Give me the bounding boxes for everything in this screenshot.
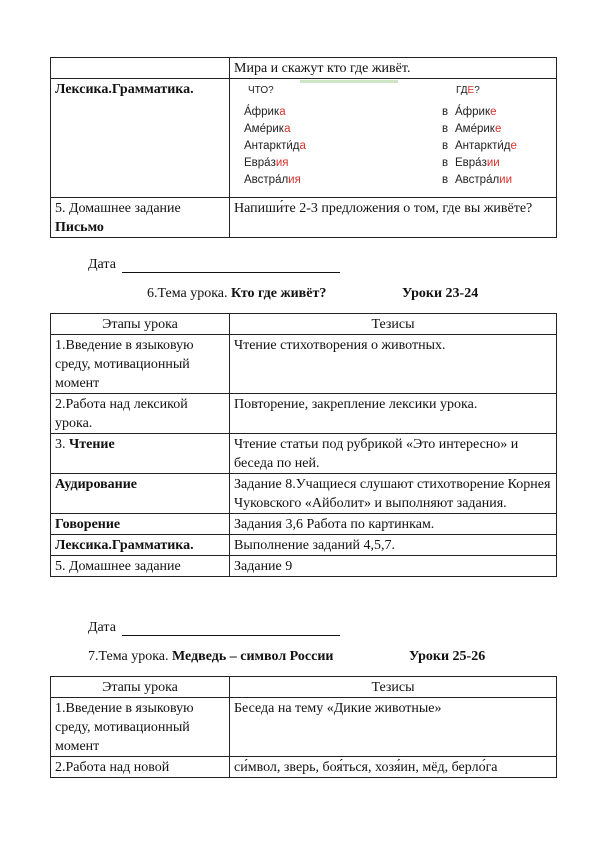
table-cell: 5. Домашнее задание [51,556,230,577]
table-cell: Лексика.Грамматика. [51,535,230,556]
date-underline [122,272,340,273]
table-cell: Чтение статьи под рубрикой «Это интересно» и беседа по ней. [230,434,557,474]
table-row [51,556,557,577]
date-underline [122,635,340,636]
table-cell [51,58,230,79]
table-row [51,335,557,394]
date-field [88,620,116,636]
table-cell: 2.Работа над новой [51,757,230,778]
lesson7-lessons: Уроки 25-26 [409,649,486,664]
table-header-cell: Этапы урока [51,314,230,335]
preposition: в [442,106,449,118]
country-row [244,103,534,119]
table-cell: Лексика.Грамматика. [51,79,230,198]
table-cell: Напиши́те 2-3 предложения о том, где вы живёте? [230,198,557,238]
lesson7-table [50,676,557,778]
lesson7-heading: 7.Тема урока. Медведь – символ России [88,649,334,664]
table-header-cell: Тезисы [230,677,557,698]
table-header-row [51,677,557,698]
country-prepositional: Австра́лии [455,174,513,186]
country-row [244,154,534,170]
table-row [51,79,557,198]
country-nominative: А́фрика [244,106,286,118]
lesson6-heading: 6.Тема урока. Кто где живёт? [147,286,327,301]
country-row [244,171,534,187]
date-field [88,257,116,273]
country-row [244,137,534,153]
table-cell: Задание 9 [230,556,557,577]
lesson6-table [50,313,557,577]
table-cell: 5. Домашнее задание Письмо [51,198,230,238]
table-row [51,394,557,434]
country-prepositional: Аме́рике [455,123,502,135]
country-nominative: Австра́лия [244,174,301,186]
table-cell: 3. Чтение [51,434,230,474]
preposition: в [442,174,449,186]
table-row [51,434,557,474]
table-row [51,514,557,535]
date-label: Дата [88,620,116,635]
table-cell: 1.Введение в языковую среду, мотивационный момент [51,335,230,394]
country-prepositional: Антаркти́де [455,140,517,152]
table-row [51,198,557,238]
country-nominative: Евра́зия [244,157,289,169]
country-prepositional: Евра́зии [455,157,500,169]
country-row [244,120,534,136]
where-label: ГДЕ? [456,85,480,96]
table-row [51,757,557,778]
lesson6-lessons: Уроки 23-24 [402,286,479,301]
table-header-cell: Тезисы [230,314,557,335]
table-cell: Задание 8.Учащиеся слушают стихотворение Корнея Чуковского «Айболит» и выполняют задания. [230,474,557,514]
countries-cell [230,79,557,198]
country-nominative: Антаркти́да [244,140,306,152]
table-cell: 1.Введение в языковую среду, мотивационный момент [51,698,230,757]
table-cell: 2.Работа над лексикой урока. [51,394,230,434]
table-cell: Мира и скажут кто где живёт. [230,58,557,79]
preposition: в [442,123,449,135]
table-cell: Аудирование [51,474,230,514]
table-cell: Задания 3,6 Работа по картинкам. [230,514,557,535]
table-header-row [51,314,557,335]
table-cell: Выполнение заданий 4,5,7. [230,535,557,556]
table-row [51,698,557,757]
lesson5-table-continued [50,57,557,238]
table-cell: Говорение [51,514,230,535]
preposition: в [442,157,449,169]
table-row [51,535,557,556]
preposition: в [442,140,449,152]
date-label: Дата [88,257,116,272]
countries-image [230,79,556,197]
country-nominative: Аме́рика [244,123,291,135]
table-cell: Повторение, закрепление лексики урока. [230,394,557,434]
table-cell: Чтение стихотворения о животных. [230,335,557,394]
table-cell: си́мвол, зверь, боя́ться, хозя́ин, мёд, берло́га [230,757,557,778]
table-row [51,474,557,514]
green-strip [300,80,398,83]
what-label: ЧТО? [248,85,274,96]
table-row [51,58,557,79]
table-header-cell: Этапы урока [51,677,230,698]
country-prepositional: А́фрике [455,106,497,118]
table-cell: Беседа на тему «Дикие животные» [230,698,557,757]
